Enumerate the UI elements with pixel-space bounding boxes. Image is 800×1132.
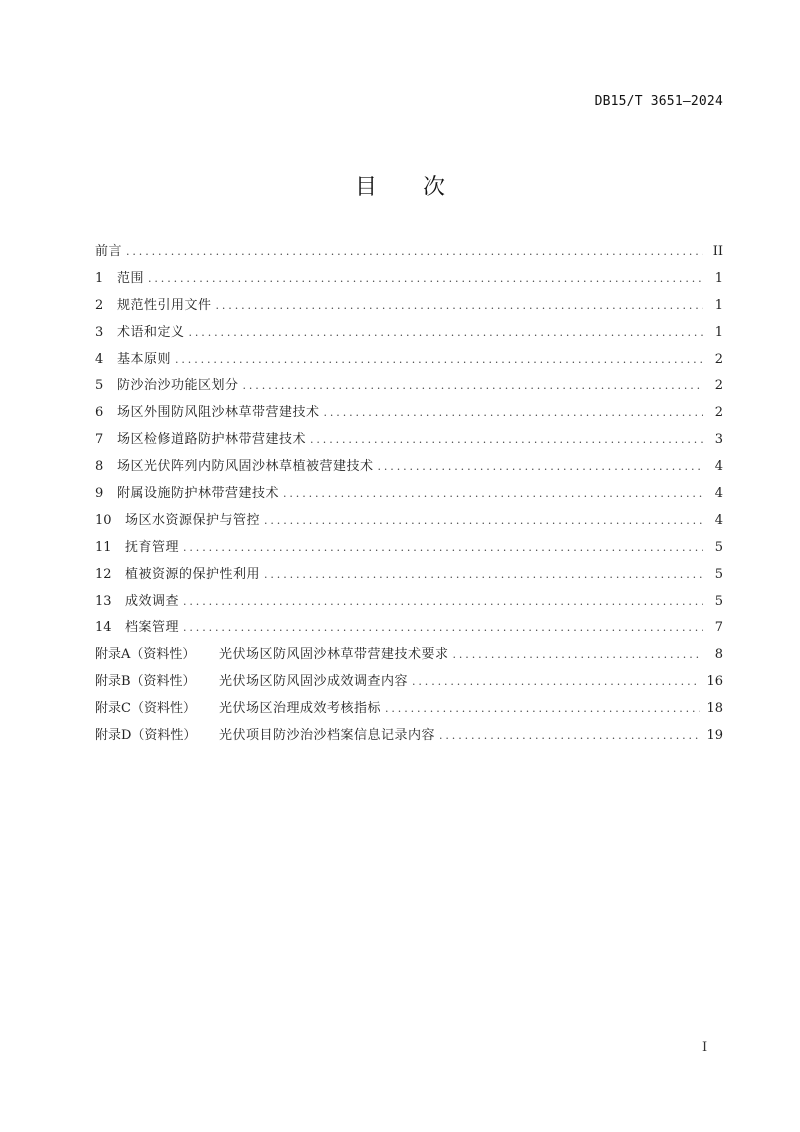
- toc-entry-9[interactable]: [95, 484, 723, 511]
- toc-leader-dots: [324, 403, 703, 423]
- toc-entry-number: 9: [95, 486, 104, 502]
- toc-entry-7[interactable]: [95, 430, 723, 457]
- toc-entry-number: 10: [95, 512, 112, 528]
- toc-entry-number: 8: [95, 459, 104, 475]
- toc-entry-label: 光伏场区防风固沙林草带营建技术要求: [219, 647, 449, 663]
- toc-appendix-number: 附录C（资料性）: [95, 701, 196, 717]
- toc-entry-page: 1: [714, 270, 723, 286]
- toc-entry-number: 1: [95, 270, 104, 286]
- toc-entry-page: 8: [714, 647, 723, 663]
- toc-entry-label: 场区检修道路防护林带营建技术: [117, 432, 307, 448]
- toc-entry-page: 16: [706, 674, 723, 690]
- toc-entry-6[interactable]: [95, 403, 723, 430]
- toc-entry-label: 基本原则: [117, 351, 172, 367]
- toc-entry-label: 范围: [117, 270, 145, 286]
- toc-entry-label: 防沙治沙功能区划分: [117, 378, 239, 394]
- standard-code: DB15/T 3651—2024: [594, 94, 723, 109]
- toc-leader-dots: [283, 484, 703, 504]
- table-of-contents: [95, 242, 723, 753]
- toc-entry-page: 4: [714, 459, 723, 475]
- toc-entry-label: 场区水资源保护与管控: [125, 512, 261, 528]
- toc-entry-label: 场区光伏阵列内防风固沙林草植被营建技术: [117, 459, 374, 475]
- toc-entry-page: 19: [706, 728, 723, 744]
- toc-entry-label: 光伏项目防沙治沙档案信息记录内容: [219, 728, 436, 744]
- toc-entry-page: 2: [714, 405, 723, 421]
- toc-entry-2[interactable]: [95, 296, 723, 323]
- toc-entry-label: 光伏场区治理成效考核指标: [219, 701, 382, 717]
- toc-entry-page: 2: [714, 351, 723, 367]
- toc-entry-12[interactable]: [95, 565, 723, 592]
- toc-appendix-number: 附录B（资料性）: [95, 674, 196, 690]
- toc-entry-13[interactable]: [95, 592, 723, 619]
- toc-entry-1[interactable]: [95, 269, 723, 296]
- toc-entry-number: 14: [95, 620, 112, 636]
- toc-leader-dots: [183, 538, 703, 558]
- toc-leader-dots: [189, 323, 703, 343]
- toc-entry-appendix-a[interactable]: [95, 645, 723, 672]
- toc-entry-page: 5: [714, 593, 723, 609]
- toc-leader-dots: [243, 376, 703, 396]
- toc-leader-dots: [385, 699, 700, 719]
- toc-entry-page: 7: [714, 620, 723, 636]
- toc-entry-foreword[interactable]: [95, 242, 723, 269]
- toc-entry-page: 5: [714, 539, 723, 555]
- toc-entry-4[interactable]: [95, 350, 723, 377]
- toc-leader-dots: [453, 645, 703, 665]
- toc-leader-dots: [412, 672, 700, 692]
- page-title: [0, 170, 800, 201]
- toc-entry-label: 术语和定义: [117, 324, 185, 340]
- toc-appendix-number: 附录A（资料性）: [95, 647, 196, 663]
- toc-leader-dots: [183, 618, 703, 638]
- toc-entry-number: 2: [95, 297, 104, 313]
- toc-leader-dots: [126, 242, 703, 262]
- toc-entry-number: 5: [95, 378, 104, 394]
- toc-entry-label: 光伏场区防风固沙成效调查内容: [219, 674, 409, 690]
- toc-leader-dots: [264, 511, 703, 531]
- toc-entry-number: 3: [95, 324, 104, 340]
- toc-entry-number: 4: [95, 351, 104, 367]
- toc-entry-appendix-c[interactable]: [95, 699, 723, 726]
- page-title-char-2: 次: [423, 175, 446, 200]
- toc-entry-3[interactable]: [95, 323, 723, 350]
- toc-entry-page: II: [712, 244, 723, 259]
- toc-entry-page: 5: [714, 566, 723, 582]
- toc-entry-page: 18: [706, 701, 723, 717]
- toc-entry-page: 1: [714, 297, 723, 313]
- toc-entry-8[interactable]: [95, 457, 723, 484]
- toc-leader-dots: [148, 269, 703, 289]
- toc-entry-page: 1: [714, 324, 723, 340]
- toc-entry-14[interactable]: [95, 618, 723, 645]
- toc-entry-page: 3: [714, 432, 723, 448]
- toc-entry-page: 4: [714, 486, 723, 502]
- toc-leader-dots: [439, 726, 700, 746]
- toc-appendix-number: 附录D（资料性）: [95, 728, 197, 744]
- toc-entry-label: 规范性引用文件: [117, 297, 212, 313]
- toc-entry-label: 附属设施防护林带营建技术: [117, 486, 280, 502]
- toc-entry-label: 植被资源的保护性利用: [125, 566, 261, 582]
- toc-entry-label: 场区外围防风阻沙林草带营建技术: [117, 405, 320, 421]
- toc-entry-10[interactable]: [95, 511, 723, 538]
- toc-entry-number: 13: [95, 593, 112, 609]
- toc-entry-label: 档案管理: [125, 620, 180, 636]
- toc-entry-label: 抚育管理: [125, 539, 180, 555]
- toc-leader-dots: [310, 430, 703, 450]
- toc-leader-dots: [175, 350, 703, 370]
- toc-entry-label: 成效调查: [125, 593, 180, 609]
- toc-leader-dots: [216, 296, 703, 316]
- toc-entry-page: 2: [714, 378, 723, 394]
- toc-leader-dots: [264, 565, 703, 585]
- toc-entry-5[interactable]: [95, 376, 723, 403]
- toc-entry-appendix-d[interactable]: [95, 726, 723, 753]
- toc-entry-number: 12: [95, 566, 112, 582]
- toc-entry-page: 4: [714, 512, 723, 528]
- toc-entry-number: 6: [95, 405, 104, 421]
- toc-entry-number: 11: [95, 539, 112, 555]
- toc-entry-number: 7: [95, 432, 104, 448]
- toc-entry-11[interactable]: [95, 538, 723, 565]
- footer-page-number: I: [702, 1040, 708, 1055]
- toc-leader-dots: [378, 457, 703, 477]
- toc-entry-label: 前言: [95, 244, 123, 259]
- page-title-char-1: 目: [354, 175, 377, 200]
- toc-entry-appendix-b[interactable]: [95, 672, 723, 699]
- toc-leader-dots: [183, 592, 703, 612]
